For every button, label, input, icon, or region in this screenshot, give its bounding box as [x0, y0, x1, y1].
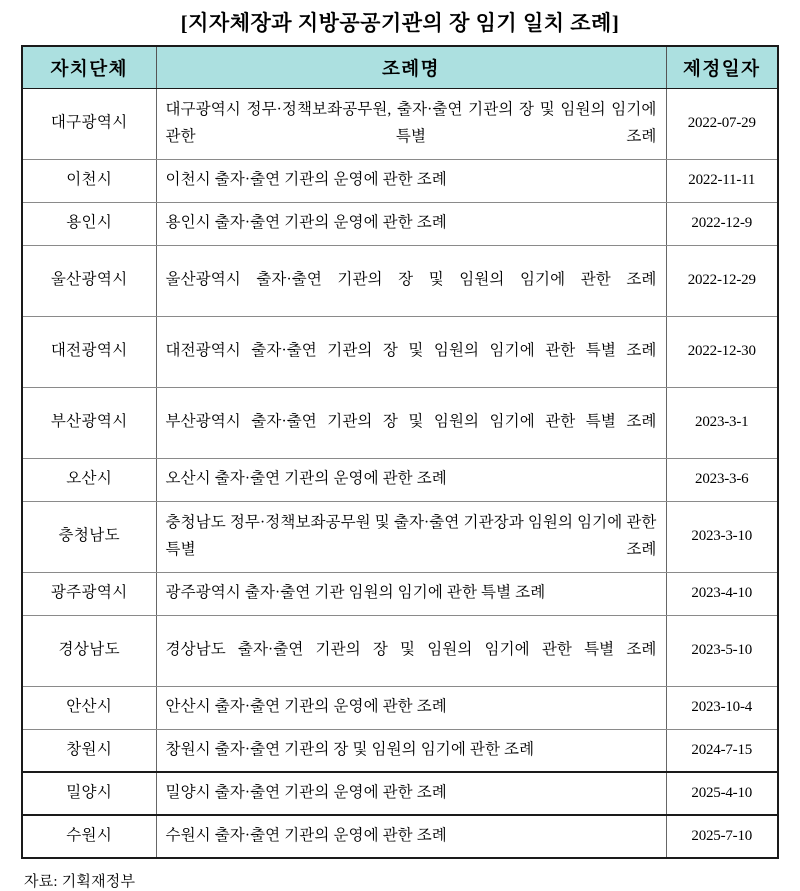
cell-enactment-date: 2023-5-10 [666, 615, 778, 686]
table-row [22, 245, 778, 316]
cell-organization: 경상남도 [22, 615, 156, 686]
table-header-row [22, 46, 778, 88]
cell-enactment-date: 2023-3-1 [666, 387, 778, 458]
table-body [22, 88, 778, 858]
cell-ordinance-name: 안산시 출자·출연 기관의 운영에 관한 조례 [156, 686, 666, 729]
table-row [22, 729, 778, 772]
cell-enactment-date: 2022-11-11 [666, 159, 778, 202]
column-header-enactment-date: 제정일자 [666, 46, 778, 88]
cell-enactment-date: 2023-10-4 [666, 686, 778, 729]
column-header-organization: 자치단체 [22, 46, 156, 88]
table-container [21, 45, 777, 859]
cell-enactment-date: 2023-4-10 [666, 572, 778, 615]
table-row [22, 501, 778, 572]
cell-enactment-date: 2025-4-10 [666, 772, 778, 815]
ordinance-table [21, 45, 779, 859]
cell-ordinance-name: 창원시 출자·출연 기관의 장 및 임원의 임기에 관한 조례 [156, 729, 666, 772]
table-row [22, 772, 778, 815]
cell-enactment-date: 2023-3-10 [666, 501, 778, 572]
cell-enactment-date: 2023-3-6 [666, 458, 778, 501]
cell-enactment-date: 2022-12-30 [666, 316, 778, 387]
cell-enactment-date: 2024-7-15 [666, 729, 778, 772]
cell-organization: 대구광역시 [22, 88, 156, 159]
cell-organization: 안산시 [22, 686, 156, 729]
table-row [22, 88, 778, 159]
table-row [22, 615, 778, 686]
cell-ordinance-name: 충청남도 정무·정책보좌공무원 및 출자·출연 기관장과 임원의 임기에 관한 특별 조례 [156, 501, 666, 572]
cell-organization: 부산광역시 [22, 387, 156, 458]
table-header [22, 46, 778, 88]
source-note: 자료: 기획재정부 [24, 874, 136, 891]
cell-organization: 광주광역시 [22, 572, 156, 615]
cell-ordinance-name: 수원시 출자·출연 기관의 운영에 관한 조례 [156, 815, 666, 858]
page-title: [지자체장과 지방공공기관의 장 임기 일치 조례] [180, 11, 620, 35]
table-row [22, 202, 778, 245]
cell-enactment-date: 2022-07-29 [666, 88, 778, 159]
cell-organization: 밀양시 [22, 772, 156, 815]
cell-ordinance-name: 부산광역시 출자·출연 기관의 장 및 임원의 임기에 관한 특별 조례 [156, 387, 666, 458]
cell-ordinance-name: 대구광역시 정무·정책보좌공무원, 출자·출연 기관의 장 및 임원의 임기에 관한 특별 조례 [156, 88, 666, 159]
cell-organization: 이천시 [22, 159, 156, 202]
table-row [22, 686, 778, 729]
cell-enactment-date: 2025-7-10 [666, 815, 778, 858]
table-row [22, 159, 778, 202]
cell-ordinance-name: 용인시 출자·출연 기관의 운영에 관한 조례 [156, 202, 666, 245]
cell-ordinance-name: 밀양시 출자·출연 기관의 운영에 관한 조례 [156, 772, 666, 815]
cell-organization: 울산광역시 [22, 245, 156, 316]
cell-ordinance-name: 울산광역시 출자·출연 기관의 장 및 임원의 임기에 관한 조례 [156, 245, 666, 316]
cell-ordinance-name: 대전광역시 출자·출연 기관의 장 및 임원의 임기에 관한 특별 조례 [156, 316, 666, 387]
cell-organization: 충청남도 [22, 501, 156, 572]
table-row [22, 387, 778, 458]
table-row [22, 815, 778, 858]
cell-organization: 용인시 [22, 202, 156, 245]
cell-enactment-date: 2022-12-9 [666, 202, 778, 245]
cell-enactment-date: 2022-12-29 [666, 245, 778, 316]
cell-ordinance-name: 경상남도 출자·출연 기관의 장 및 임원의 임기에 관한 특별 조례 [156, 615, 666, 686]
column-header-ordinance-name: 조례명 [156, 46, 666, 88]
cell-organization: 오산시 [22, 458, 156, 501]
cell-ordinance-name: 광주광역시 출자·출연 기관 임원의 임기에 관한 특별 조례 [156, 572, 666, 615]
cell-ordinance-name: 이천시 출자·출연 기관의 운영에 관한 조례 [156, 159, 666, 202]
cell-organization: 대전광역시 [22, 316, 156, 387]
table-row [22, 572, 778, 615]
cell-ordinance-name: 오산시 출자·출연 기관의 운영에 관한 조례 [156, 458, 666, 501]
table-row [22, 316, 778, 387]
cell-organization: 수원시 [22, 815, 156, 858]
cell-organization: 창원시 [22, 729, 156, 772]
table-row [22, 458, 778, 501]
